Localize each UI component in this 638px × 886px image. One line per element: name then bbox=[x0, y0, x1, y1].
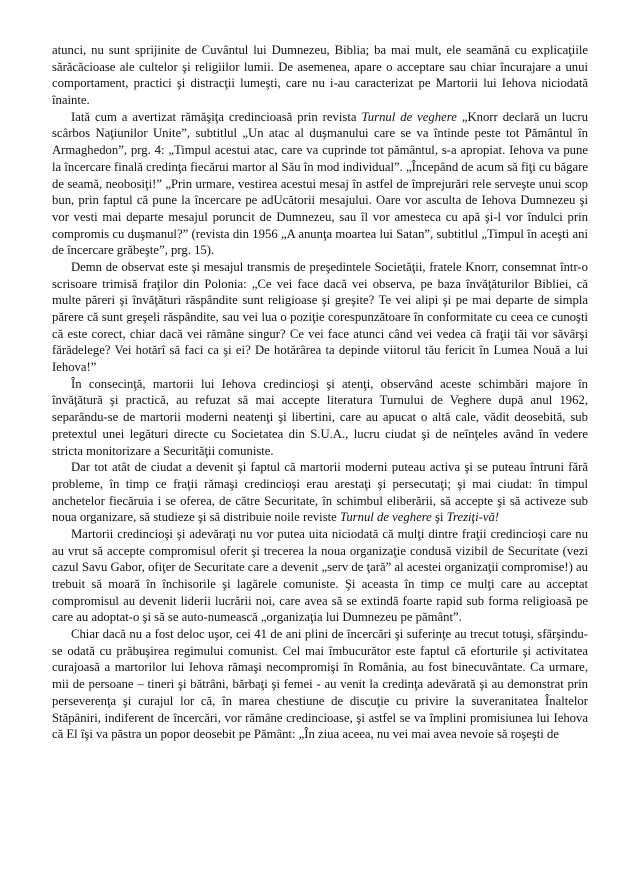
text-run: atunci, nu sunt sprijinite de Cuvântul lui Dumnezeu, Biblia; ba mai mult, ele seamănă cu explicaţiile sărăcăcioase ale cultelor şi religiilor lumii. De asemenea, apare o acceptare sau chiar încurajare a unui comportament, practici şi distracţii lumeşti, care nu i-au caracterizat pe Martorii lui Iehova niciodată înainte. bbox=[52, 43, 588, 108]
document-page bbox=[52, 42, 588, 872]
paragraph bbox=[52, 526, 588, 626]
paragraph bbox=[52, 459, 588, 526]
text-run: Demn de observat este şi mesajul transmis de preşedintele Societăţii, fratele Knorr, consemnat într-o scrisoare trimisă fraţilor din Polonia: „Ce vei face dacă vei observa, pe baza învăţăturilor Bibliei, că multe păreri şi învăţături răspândite sunt religioase şi greşite? Te vei alipi şi pe mai departe de simpla părere că sunt greşeli răspândite, sau vei lua o poziţie corespunzătoare în conformitate cu ceea ce cunoşti că este corect, chiar dacă vei rămâne singur? Ce vei face atunci când vei vedea că fraţii tăi vor săvârşi fărădelege? Vei hotărî să faci ca şi ei? De hotărârea ta depinde viitorul tău fericit în Lumea Nouă a lui Iehova!” bbox=[52, 259, 588, 375]
italic-text-run: Turnul de veghere bbox=[361, 109, 457, 124]
paragraph bbox=[52, 259, 588, 376]
text-run: În consecinţă, martorii lui Iehova credincioşi şi atenţi, observând aceste schimbări majore în învăţătură şi practică, au refuzat să mai accepte literatura Turnului de Veghere după anul 1962, separându-se de martorii moderni neatenţi şi libertini, care au apucat o altă cale, vădit deosebită, sub pretextul unei legături directe cu Societatea din S.U.A., lucru ciudat şi de neînţeles având în vedere stricta monitorizare a Securităţii comuniste. bbox=[52, 376, 588, 458]
paragraph bbox=[52, 42, 588, 109]
paragraph bbox=[52, 109, 588, 259]
text-run: Chiar dacă nu a fost deloc uşor, cei 41 de ani plini de încercări şi suferinţe au trecut totuşi, sfârşindu-se odată cu prăbuşirea regimului comunist. Cel mai îmbucurător este faptul că eforturile şi activitatea curajoasă a martorilor lui Iehova rămaşi necompromişi în România, au fost binecuvântate. Ca urmare, mii de persoane – tineri şi bătrâni, bărbaţi şi femei - au venit la credinţa adevărată şi au demonstrat prin perseverenţa şi curajul lor că, în marea chestiune de discuţie cu privire la suveranitatea Înaltelor Stăpâniri, indiferent de încercări, vor rămâne credincioase, şi astfel se va împlini promisiunea lui Iehova că El îşi va păstra un popor deosebit pe Pământ: „În ziua aceea, nu vei mai avea nevoie să roşeşti de bbox=[52, 627, 588, 742]
text-run: „Knorr declară un lucru scârbos Naţiunilor Unite”, subtitlul „Un atac al duşmanului care se va întinde peste tot Pământul în Armaghedon”, prg. 4: „Timpul acestui atac, care va cuprinde tot pământul, s-a apropiat. Iehova va pune la încercare finală credinţa fiecărui martor al Său în mod individual”. „Începând de acum să fiţi cu băgare de seamă, neobosiţi!” „Prin urmare, vestirea acestui mesaj în astfel de împrejurări rele serveşte unui scop bun, prin faptul că pune la încercare pe adUcătorii mesajului. Oare vor asculta de Iehova Dumnezeu şi vor vesti mai departe mesajul poruncit de Dumnezeu, sau îl vor amesteca cu apă şi-l vor îndulci prin compromis cu duşmanul?” (revista din 1956 „A anunţa moartea lui Satan”, subtitlul „Timpul în aceşti ani de încercare grăbeşte”, prg. 15). bbox=[52, 109, 588, 258]
text-run: Martorii credincioşi şi adevăraţi nu vor putea uita niciodată că mulţi dintre fraţii credincioşi care nu au vrut să accepte compromisul oferit şi trecerea la noua organizaţie condusă vizibil de Securitate (vezi cazul Savu Gabor, ofiţer de Securitate care a devenit „serv de ţară” al acestei organizaţii compromise!) au trebuit să moară în închisorile şi lagărele comuniste. Şi aceasta în timp ce mulţi care au acceptat compromisul au devenit liderii lucrării noi, care avea să se extindă foarte rapid sub forma religioasă pe care au adoptat-o şi să se auto-numească „organizaţia lui Dumnezeu pe pământ”. bbox=[52, 526, 588, 625]
text-run: Dar tot atât de ciudat a devenit şi faptul că martorii moderni puteau activa şi se puteau întruni fără probleme, în timp ce fraţii rămaşi credincioşi erau arestaţi şi persecutaţi; şi mai ciudat: în timpul anchetelor fiecăruia i se oferea, de către Securitate, în schimbul eliberării, să accepte şi să activeze sub noua organizare, să studieze şi să distribuie noile reviste bbox=[52, 460, 588, 525]
paragraph bbox=[52, 626, 588, 743]
paragraph bbox=[52, 376, 588, 459]
italic-text-run: Treziţi-vă! bbox=[446, 510, 500, 525]
text-run: Iată cum a avertizat rămăşiţa credincioasă prin revista bbox=[71, 109, 362, 124]
text-run: şi bbox=[431, 510, 447, 525]
document-body bbox=[52, 42, 588, 743]
italic-text-run: Turnul de veghere bbox=[339, 510, 432, 525]
